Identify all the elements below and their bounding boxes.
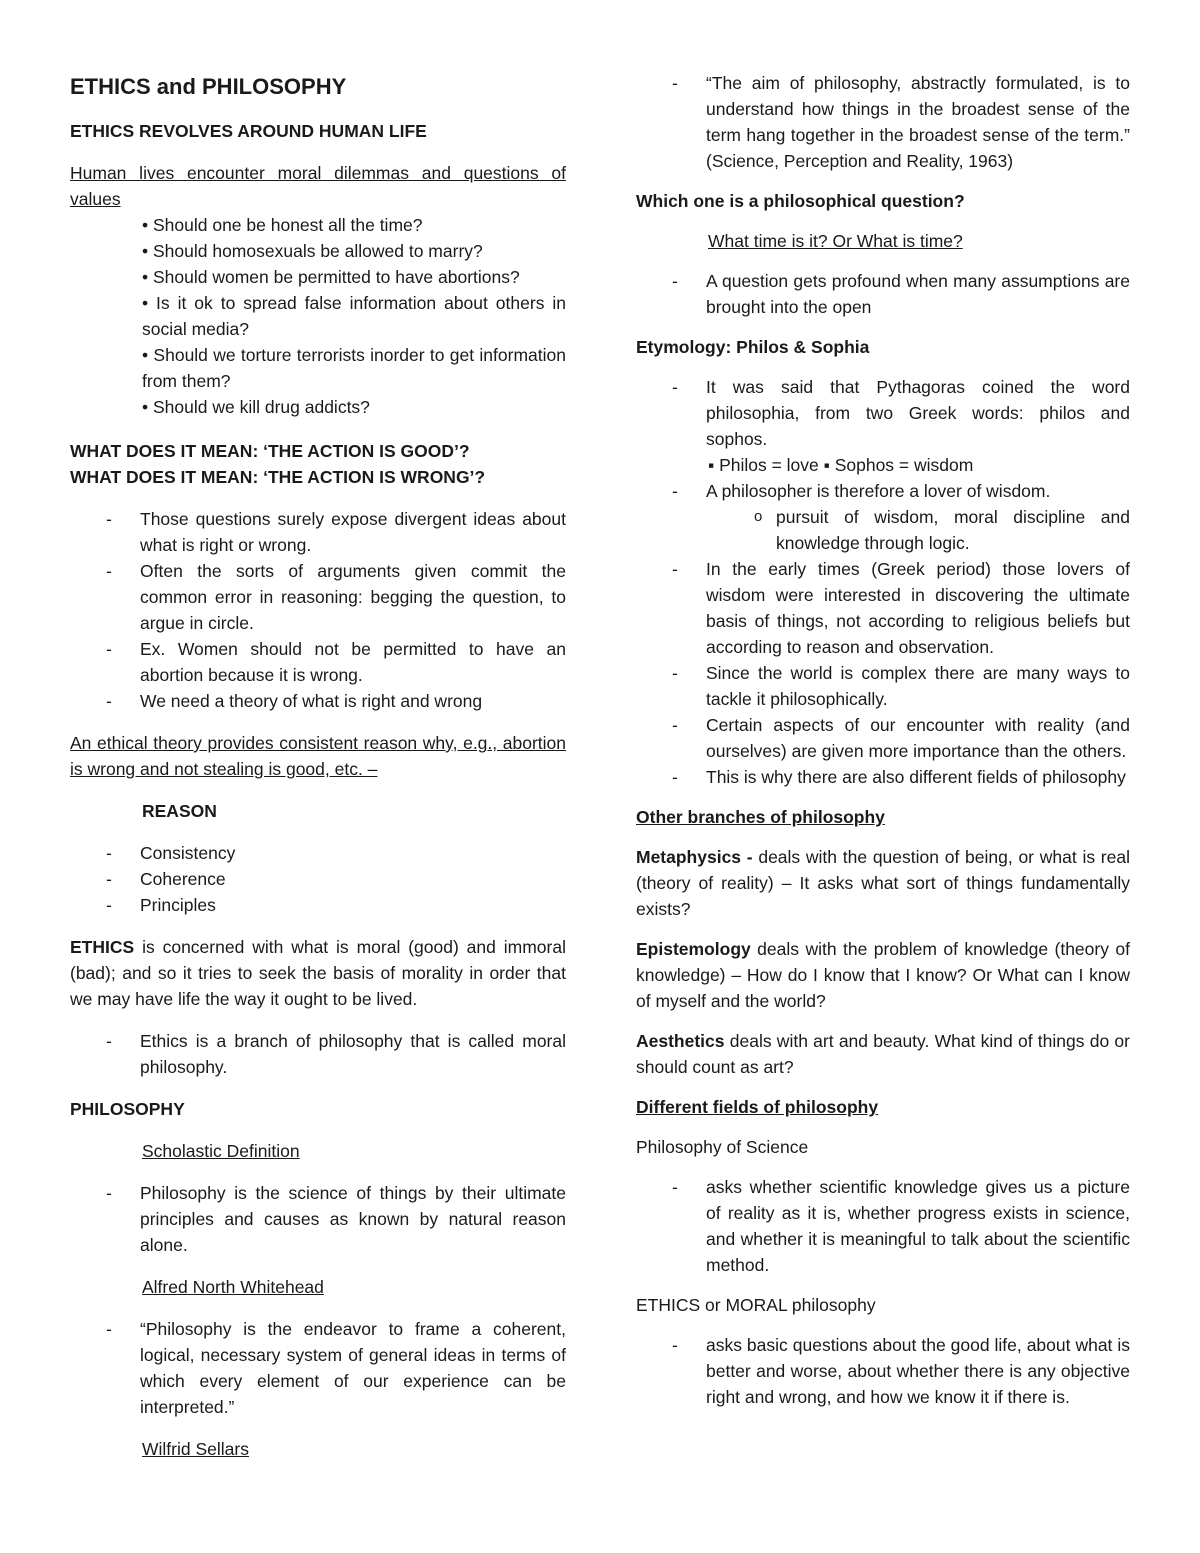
aesthetics-term: Aesthetics xyxy=(636,1031,725,1051)
dash-item: - A philosopher is therefore a lover of wisdom. xyxy=(636,478,1130,504)
dash-item: - “Philosophy is the endeavor to frame a coherent, logical, necessary system of general ideas in terms of which every element of our experience can be interpreted.” xyxy=(70,1316,566,1420)
metaphysics-term: Metaphysics - xyxy=(636,847,759,867)
dash-item: - We need a theory of what is right and wrong xyxy=(70,688,566,714)
heading-action-wrong: WHAT DOES IT MEAN: ‘THE ACTION IS WRONG’? xyxy=(70,467,486,487)
ethics-term: ETHICS xyxy=(70,937,135,957)
heading-which-question: Which one is a philosophical question? xyxy=(636,191,965,211)
sellars-heading: Wilfrid Sellars xyxy=(142,1439,249,1459)
metaphysics-definition: deals with the question of being, or what is real (theory of reality) – It asks what sort of things fundamentally exists? xyxy=(636,847,1130,919)
moral-philosophy-label: ETHICS or MORAL philosophy xyxy=(636,1295,876,1315)
dash-item: - Often the sorts of arguments given commit the common error in reasoning: begging the question, to argue in circle. xyxy=(70,558,566,636)
epistemology-paragraph xyxy=(636,936,1130,1014)
ethical-theory-text: An ethical theory provides consistent reason why, e.g., abortion is wrong and not stealing is good, etc. – xyxy=(70,733,566,779)
heading-different-fields: Different fields of philosophy xyxy=(636,1097,879,1117)
dash-item: - It was said that Pythagoras coined the word philosophia, from two Greek words: philos and sophos. xyxy=(636,374,1130,452)
epistemology-term: Epistemology xyxy=(636,939,751,959)
heading-other-branches: Other branches of philosophy xyxy=(636,807,885,827)
etymology-list xyxy=(636,374,1130,790)
sub-item: o pursuit of wisdom, moral discipline and knowledge through logic. xyxy=(636,504,1130,556)
dash-item: - Consistency xyxy=(70,840,566,866)
dash-item: - Coherence xyxy=(70,866,566,892)
heading-etymology: Etymology: Philos & Sophia xyxy=(636,337,870,357)
dash-item: - This is why there are also different fields of philosophy xyxy=(636,764,1130,790)
metaphysics-paragraph xyxy=(636,844,1130,922)
moral-questions-list xyxy=(70,212,566,420)
bullet-item: • Should women be permitted to have abortions? xyxy=(142,267,520,287)
heading-philosophy: PHILOSOPHY xyxy=(70,1099,185,1119)
dash-item: - “The aim of philosophy, abstractly formulated, is to understand how things in the broadest sense of the term hang together in the broadest sense of the term.” (Science, Perception and Reality, 1963) xyxy=(636,70,1130,174)
whitehead-heading: Alfred North Whitehead xyxy=(142,1277,324,1297)
dash-item: - In the early times (Greek period) those lovers of wisdom were interested in discovering the ultimate basis of things, not according to religious beliefs but according to reason and observation. xyxy=(636,556,1130,660)
bullet-item: • Should we kill drug addicts? xyxy=(142,397,370,417)
reason-list xyxy=(70,840,566,918)
dash-item: - Principles xyxy=(70,892,566,918)
bullet-item: • Is it ok to spread false information about others in social media? xyxy=(142,293,566,339)
dash-item: - Ethics is a branch of philosophy that is called moral philosophy. xyxy=(70,1028,566,1080)
dash-list-arguments xyxy=(70,506,566,714)
dash-item: - Certain aspects of our encounter with reality (and ourselves) are given more importance than the others. xyxy=(636,712,1130,764)
ethics-definition xyxy=(70,934,566,1012)
aesthetics-definition: deals with art and beauty. What kind of things do or should count as art? xyxy=(636,1031,1130,1077)
philosophy-of-science-label: Philosophy of Science xyxy=(636,1137,809,1157)
scholastic-heading: Scholastic Definition xyxy=(142,1141,300,1161)
heading-ethics-revolves: ETHICS REVOLVES AROUND HUMAN LIFE xyxy=(70,121,427,141)
reason-heading: REASON xyxy=(142,801,217,821)
bullet-item: • Should we torture terrorists inorder to get information from them? xyxy=(142,345,566,391)
bullet-item: • Should one be honest all the time? xyxy=(142,215,423,235)
heading-action-good: WHAT DOES IT MEAN: ‘THE ACTION IS GOOD’? xyxy=(70,441,470,461)
dash-item: - Ex. Women should not be permitted to have an abortion because it is wrong. xyxy=(70,636,566,688)
right-column xyxy=(636,70,1130,1410)
left-column xyxy=(70,70,566,1462)
dash-item: - A question gets profound when many assumptions are brought into the open xyxy=(636,268,1130,320)
dash-item: - Those questions surely expose divergent ideas about what is right or wrong. xyxy=(70,506,566,558)
aesthetics-paragraph xyxy=(636,1028,1130,1080)
dash-item: - asks basic questions about the good life, about what is better and worse, about whether there is any objective right and wrong, and how we know it if there is. xyxy=(636,1332,1130,1410)
human-lives-intro: Human lives encounter moral dilemmas and questions of values xyxy=(70,163,566,209)
dash-item: - Since the world is complex there are many ways to tackle it philosophically. xyxy=(636,660,1130,712)
bullet-item: • Should homosexuals be allowed to marry? xyxy=(142,241,483,261)
dash-item: - asks whether scientific knowledge gives us a picture of reality as it is, whether progress exists in science, and whether it is meaningful to talk about the scientific method. xyxy=(636,1174,1130,1278)
what-time-question: What time is it? Or What is time? xyxy=(708,231,963,251)
ethics-definition-text: is concerned with what is moral (good) and immoral (bad); and so it tries to seek the basis of morality in order that we may have life the way it ought to be lived. xyxy=(70,937,566,1009)
dash-item: - Philosophy is the science of things by their ultimate principles and causes as known by natural reason alone. xyxy=(70,1180,566,1258)
document-title: ETHICS and PHILOSOPHY xyxy=(70,74,347,99)
epistemology-definition: deals with the problem of knowledge (theory of knowledge) – How do I know that I know? Or What can I know of myself and the world? xyxy=(636,939,1130,1011)
philos-sophos-line: ▪ Philos = love ▪ Sophos = wisdom xyxy=(708,455,974,475)
